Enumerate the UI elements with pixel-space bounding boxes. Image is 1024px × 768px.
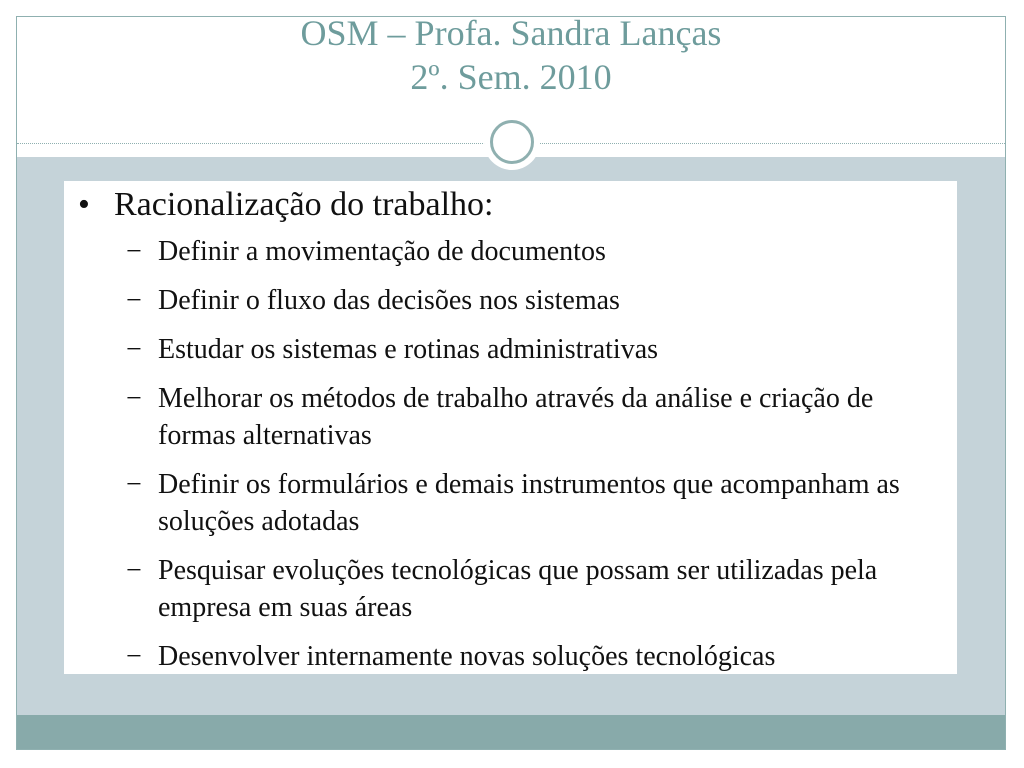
slide-title: OSM – Profa. Sandra Lanças [300, 16, 722, 53]
dash-icon: − [126, 469, 142, 500]
dash-icon: − [126, 236, 142, 267]
list-item [126, 233, 954, 270]
list-item [126, 466, 954, 540]
dash-icon: − [126, 334, 142, 365]
dash-icon: − [126, 383, 142, 414]
list-item-text: Pesquisar evoluções tecnológicas que possam ser utilizadas pela empresa em suas áreas [158, 555, 878, 623]
list-item-text: Melhorar os métodos de trabalho através da análise e criação de formas alternativas [158, 383, 874, 451]
dash-icon: − [126, 285, 142, 316]
list-item [126, 638, 954, 675]
list-item [126, 331, 954, 368]
circle-ornament-icon [484, 114, 540, 170]
heading-text: Racionalização do trabalho: [114, 186, 494, 223]
list-item [126, 380, 954, 454]
ring-icon [490, 120, 534, 164]
list-item-text: Definir os formulários e demais instrumentos que acompanham as soluções adotadas [158, 469, 900, 537]
slide-subtitle: 2º. Sem. 2010 [410, 57, 612, 97]
footer-band [17, 715, 1005, 750]
bullet-heading [78, 183, 494, 227]
content-box [64, 181, 957, 674]
list-item [126, 552, 954, 626]
list-item-text: Estudar os sistemas e rotinas administrativas [158, 334, 659, 365]
list-item-text: Definir o fluxo das decisões nos sistemas [158, 285, 620, 316]
slide-frame [16, 16, 1006, 750]
dash-icon: − [126, 555, 142, 586]
list-item-text: Desenvolver internamente novas soluções tecnológicas [158, 641, 776, 672]
dash-icon: − [126, 641, 142, 672]
list-item [126, 282, 954, 319]
bullet-icon: • [78, 186, 90, 223]
sub-bullet-list [126, 233, 954, 687]
list-item-text: Definir a movimentação de documentos [158, 236, 606, 267]
